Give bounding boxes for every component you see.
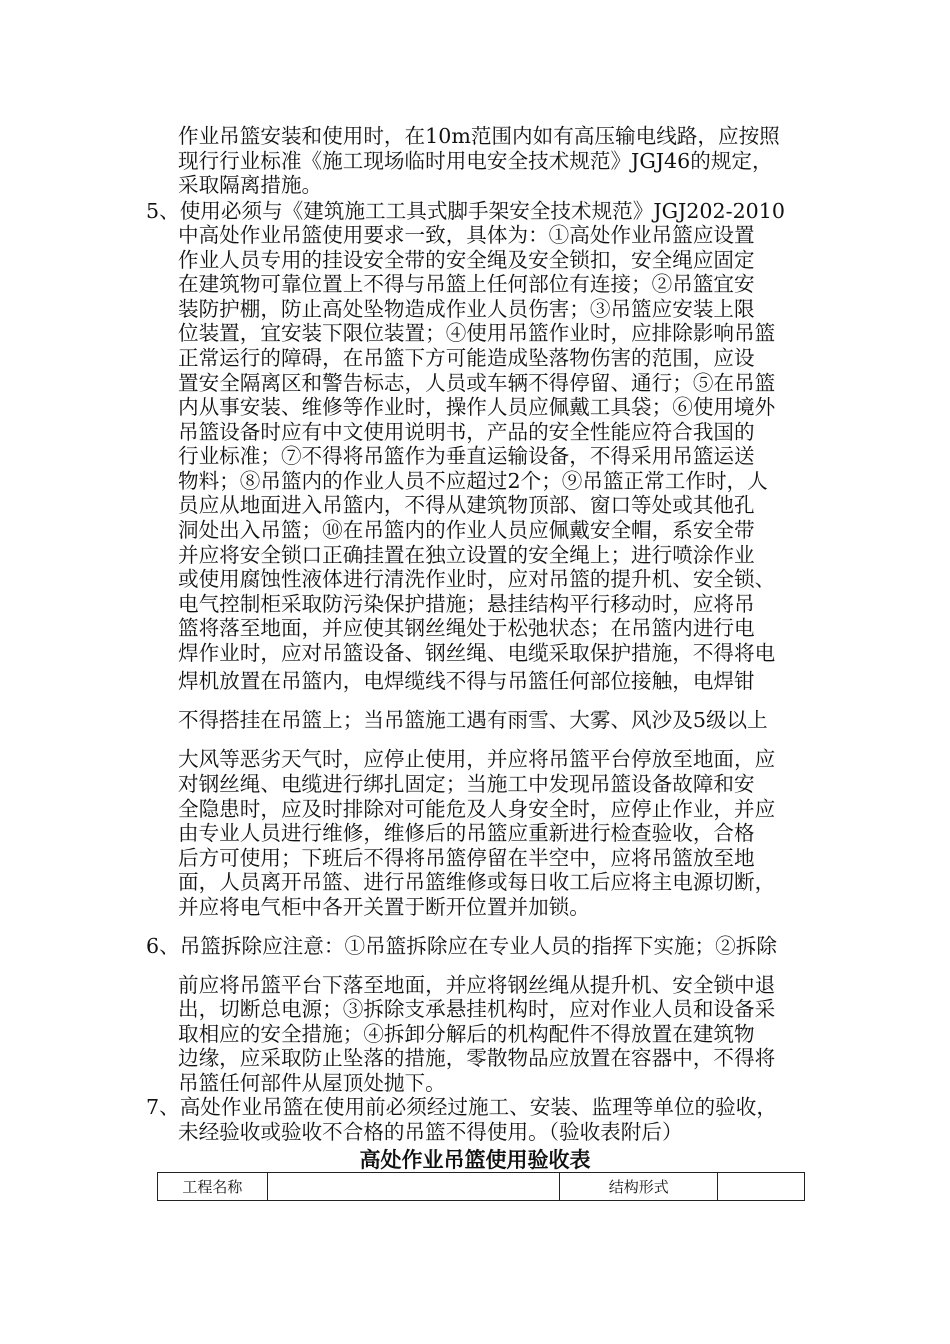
text-line: 作业人员专用的挂设安全带的安全绳及安全锁扣，安全绳应固定 [178, 248, 755, 272]
text-line: 不得搭挂在吊篮上；当吊篮施工遇有雨雪、大雾、风沙及5级以上 [178, 708, 768, 732]
project-name-value [267, 1173, 560, 1201]
text-line: 并应将安全锁口正确挂置在独立设置的安全绳上；进行喷涂作业 [178, 543, 755, 567]
text-line: 未经验收或验收不合格的吊篮不得使用。（验收表附后） [178, 1120, 683, 1144]
text-line: 现行行业标准《施工现场临时用电安全技术规范》JGJ46的规定， [178, 149, 773, 173]
text-line: 由专业人员进行维修，维修后的吊篮应重新进行检查验收，合格 [178, 821, 755, 845]
text-line: 全隐患时，应及时排除对可能危及人身安全时，应停止作业，并应 [178, 797, 776, 821]
text-line: 中高处作业吊篮使用要求一致，具体为：①高处作业吊篮应设置 [178, 223, 755, 247]
text-line: 后方可使用；下班后不得将吊篮停留在半空中，应将吊篮放至地 [178, 846, 755, 870]
text-line: 7、高处作业吊篮在使用前必须经过施工、安装、监理等单位的验收， [146, 1095, 777, 1119]
text-line: 位装置，宜安装下限位装置；④使用吊篮作业时，应排除影响吊篮 [178, 321, 776, 345]
text-line: 正常运行的障碍，在吊篮下方可能造成坠落物伤害的范围，应设 [178, 346, 755, 370]
text-line: 内从事安装、维修等作业时，操作人员应佩戴工具袋；⑥使用境外 [178, 395, 776, 419]
text-line: 取相应的安全措施；④拆卸分解后的机构配件不得放置在建筑物 [178, 1022, 755, 1046]
text-line: 置安全隔离区和警告标志，人员或车辆不得停留、通行；⑤在吊篮 [178, 371, 776, 395]
text-line: 边缘，应采取防止坠落的措施，零散物品应放置在容器中，不得将 [178, 1046, 776, 1070]
text-line: 在建筑物可靠位置上不得与吊篮上任何部位有连接；②吊篮宜安 [178, 272, 755, 296]
text-line: 吊篮设备时应有中文使用说明书，产品的安全性能应符合我国的 [178, 420, 755, 444]
acceptance-table [157, 1172, 805, 1201]
text-line: 吊篮任何部件从屋顶处抛下。 [178, 1071, 446, 1095]
text-line: 5、使用必须与《建筑施工工具式脚手架安全技术规范》JGJ202-2010 [146, 199, 785, 223]
text-line: 面，人员离开吊篮、进行吊篮维修或每日收工后应将主电源切断， [178, 870, 776, 894]
text-line: 采取隔离措施。 [178, 173, 323, 197]
table-row [158, 1173, 805, 1201]
text-line: 大风等恶劣天气时，应停止使用，并应将吊篮平台停放至地面，应 [178, 747, 776, 771]
text-line: 焊作业时，应对吊篮设备、钢丝绳、电缆采取保护措施，不得将电 [178, 641, 776, 665]
structure-value [718, 1173, 805, 1201]
project-name-label: 工程名称 [158, 1173, 268, 1201]
text-line: 6、吊篮拆除应注意：①吊篮拆除应在专业人员的指挥下实施；②拆除 [146, 934, 777, 958]
text-line: 并应将电气柜中各开关置于断开位置并加锁。 [178, 895, 590, 919]
text-line: 员应从地面进入吊篮内，不得从建筑物顶部、窗口等处或其他孔 [178, 493, 755, 517]
text-line: 篮将落至地面，并应使其钢丝绳处于松弛状态；在吊篮内进行电 [178, 616, 755, 640]
text-line: 焊机放置在吊篮内，电焊缆线不得与吊篮任何部位接触，电焊钳 [178, 669, 755, 693]
text-line: 作业吊篮安装和使用时，在10m范围内如有高压输电线路，应按照 [178, 124, 780, 148]
text-line: 洞处出入吊篮；⑩在吊篮内的作业人员应佩戴安全帽，系安全带 [178, 518, 755, 542]
text-line: 行业标准；⑦不得将吊篮作为垂直运输设备，不得采用吊篮运送 [178, 444, 755, 468]
text-line: 出，切断总电源；③拆除支承悬挂机构时，应对作业人员和设备采 [178, 997, 776, 1021]
text-line: 对钢丝绳、电缆进行绑扎固定；当施工中发现吊篮设备故障和安 [178, 772, 755, 796]
text-line: 装防护棚，防止高处坠物造成作业人员伤害；③吊篮应安装上限 [178, 297, 755, 321]
text-line: 物料；⑧吊篮内的作业人员不应超过2个；⑨吊篮正常工作时，人 [178, 469, 768, 493]
text-line: 前应将吊篮平台下落至地面，并应将钢丝绳从提升机、安全锁中退 [178, 973, 776, 997]
table-title: 高处作业吊篮使用验收表 [359, 1148, 591, 1172]
structure-label: 结构形式 [560, 1173, 718, 1201]
text-line: 电气控制柜采取防污染保护措施；悬挂结构平行移动时，应将吊 [178, 592, 755, 616]
text-line: 或使用腐蚀性液体进行清洗作业时，应对吊篮的提升机、安全锁、 [178, 567, 776, 591]
